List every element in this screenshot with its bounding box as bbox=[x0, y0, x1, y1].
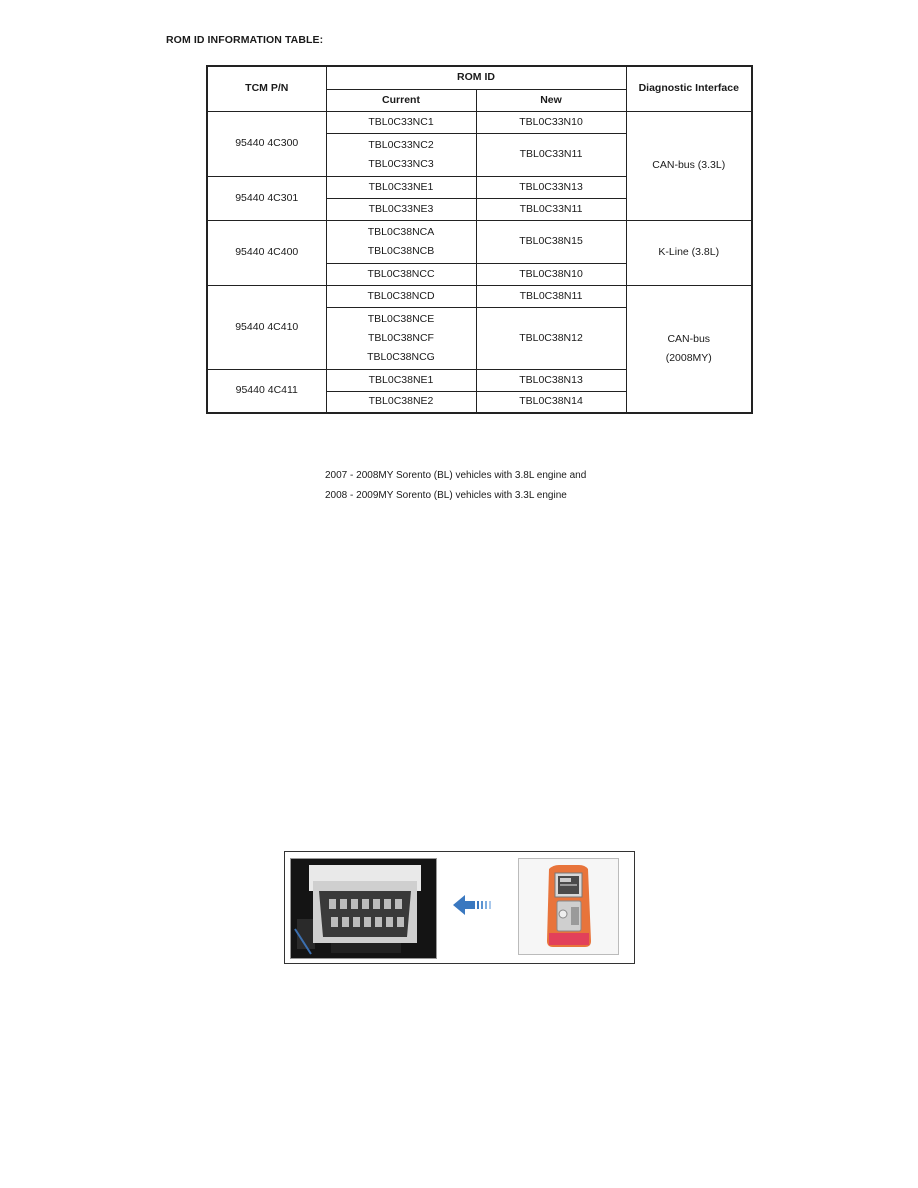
connection-figure bbox=[284, 851, 635, 964]
scan-tool-illustration bbox=[519, 859, 618, 954]
interface-label: CAN-bus bbox=[667, 332, 711, 345]
current-rom: TBL0C38NCF bbox=[368, 331, 434, 344]
current-rom: TBL0C33NE1 bbox=[368, 180, 434, 193]
current-rom: TBL0C38NE2 bbox=[368, 395, 434, 408]
current-rom-cell bbox=[326, 176, 476, 198]
interface-label: K-Line (3.8L) bbox=[658, 246, 720, 258]
new-rom-cell: TBL0C38N13 bbox=[476, 369, 626, 391]
applicability-note bbox=[325, 466, 586, 505]
current-rom: TBL0C33NE3 bbox=[368, 202, 434, 215]
tcm-cell: 95440 4C410 bbox=[207, 285, 326, 369]
current-rom-cell bbox=[326, 111, 476, 133]
current-rom-cell bbox=[326, 133, 476, 176]
diagnostic-scan-tool-image bbox=[518, 858, 619, 955]
new-rom-cell: TBL0C38N14 bbox=[476, 391, 626, 413]
current-rom-cell bbox=[326, 369, 476, 391]
new-rom-cell: TBL0C33N11 bbox=[476, 198, 626, 220]
obd-connector-illustration bbox=[291, 859, 436, 958]
current-rom: TBL0C38NCB bbox=[367, 244, 435, 257]
rom-id-table bbox=[206, 65, 753, 414]
arrow-left-icon bbox=[453, 893, 493, 917]
current-rom-cell bbox=[326, 285, 476, 307]
new-rom-cell: TBL0C33N13 bbox=[476, 176, 626, 198]
current-rom-cell bbox=[326, 307, 476, 369]
new-rom-cell: TBL0C38N15 bbox=[476, 220, 626, 263]
current-rom-cell bbox=[326, 220, 476, 263]
current-rom-cell bbox=[326, 263, 476, 285]
new-rom-cell: TBL0C33N10 bbox=[476, 111, 626, 133]
current-rom: TBL0C38NCE bbox=[367, 312, 435, 325]
interface-label: CAN-bus (3.3L) bbox=[652, 159, 726, 171]
current-rom-cell bbox=[326, 391, 476, 413]
current-rom: TBL0C33NC3 bbox=[368, 157, 434, 170]
tcm-cell: 95440 4C400 bbox=[207, 220, 326, 285]
obd-connector-photo bbox=[290, 858, 437, 959]
current-rom: TBL0C38NCC bbox=[367, 267, 435, 280]
interface-cell bbox=[626, 220, 752, 285]
header-current: Current bbox=[326, 89, 476, 111]
current-rom: TBL0C38NCA bbox=[367, 225, 435, 238]
current-rom: TBL0C38NCD bbox=[367, 289, 435, 302]
new-rom-cell: TBL0C33N11 bbox=[476, 133, 626, 176]
interface-cell bbox=[626, 285, 752, 413]
header-new: New bbox=[476, 89, 626, 111]
new-rom-cell: TBL0C38N11 bbox=[476, 285, 626, 307]
current-rom: TBL0C33NC2 bbox=[368, 138, 434, 151]
header-diagnostic-interface: Diagnostic Interface bbox=[626, 66, 752, 111]
tcm-cell: 95440 4C411 bbox=[207, 369, 326, 413]
new-rom-cell: TBL0C38N12 bbox=[476, 307, 626, 369]
page-heading: ROM ID INFORMATION TABLE: bbox=[166, 34, 324, 46]
note-line: 2008 - 2009MY Sorento (BL) vehicles with 3.3L engine bbox=[325, 489, 567, 501]
current-rom: TBL0C38NE1 bbox=[368, 373, 434, 386]
tcm-cell: 95440 4C300 bbox=[207, 111, 326, 176]
interface-cell bbox=[626, 111, 752, 220]
interface-label: (2008MY) bbox=[665, 351, 712, 364]
tcm-cell: 95440 4C301 bbox=[207, 176, 326, 220]
header-tcm-pn: TCM P/N bbox=[207, 66, 326, 111]
current-rom-cell bbox=[326, 198, 476, 220]
note-line: 2007 - 2008MY Sorento (BL) vehicles with 3.8L engine and bbox=[325, 470, 587, 481]
new-rom-cell: TBL0C38N10 bbox=[476, 263, 626, 285]
current-rom: TBL0C33NC1 bbox=[368, 115, 434, 128]
header-rom-id: ROM ID bbox=[326, 66, 626, 89]
current-rom: TBL0C38NCG bbox=[367, 350, 435, 363]
